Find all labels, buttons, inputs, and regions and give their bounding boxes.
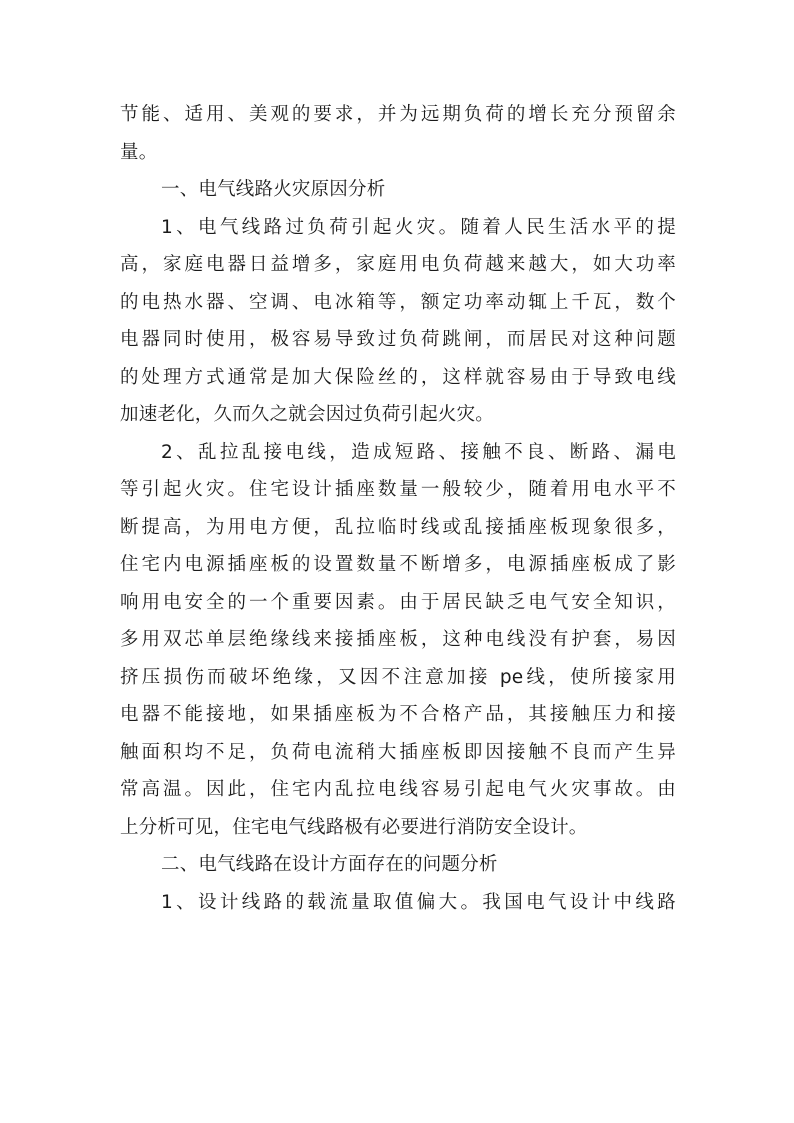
text-line: 高，家庭电器日益增多，家庭用电负荷越来越大，如大功率 — [120, 254, 676, 275]
text-line: 1、电气线路过负荷引起火灾。随着人民生活水平的提 — [161, 216, 676, 238]
text-line: 多用双芯单层绝缘线来接插座板，这种电线没有护套，易因 — [120, 629, 676, 650]
text-line: 的电热水器、空调、电冰箱等，额定功率动辄上千瓦，数个 — [120, 291, 676, 313]
document-text-body — [120, 96, 676, 921]
text-line: 量。 — [120, 141, 158, 163]
text-line: 2、乱拉乱接电线，造成短路、接触不良、断路、漏电 — [161, 441, 676, 463]
text-line: 二、电气线路在设计方面存在的问题分析 — [161, 854, 498, 875]
text-line: 常高温。因此，住宅内乱拉电线容易引起电气火灾事故。由 — [120, 779, 676, 800]
text-line: 触面积均不足，负荷电流稍大插座板即因接触不良而产生异 — [120, 741, 676, 763]
text-line: 上分析可见，住宅电气线路极有必要进行消防安全设计。 — [120, 816, 588, 838]
text-line: 电器不能接地，如果插座板为不合格产品，其接触压力和接 — [120, 704, 676, 725]
text-line: 节能、适用、美观的要求，并为远期负荷的增长充分预留余 — [120, 104, 676, 125]
text-line: 一、电气线路火灾原因分析 — [161, 179, 386, 200]
text-line: 1、设计线路的载流量取值偏大。我国电气设计中线路 — [161, 891, 676, 913]
text-line: 住宅内电源插座板的设置数量不断增多，电源插座板成了影 — [120, 554, 676, 575]
text-line: 挤压损伤而破坏绝缘，又因不注意加接 pe线，使所接家用 — [120, 666, 676, 688]
text-line: 断提高，为用电方便，乱拉临时线或乱接插座板现象很多， — [120, 516, 676, 538]
text-line: 加速老化，久而久之就会因过负荷引起火灾。 — [120, 404, 495, 425]
text-line: 响用电安全的一个重要因素。由于居民缺乏电气安全知识， — [120, 591, 676, 613]
text-line: 电器同时使用，极容易导致过负荷跳闸，而居民对这种问题 — [120, 329, 676, 350]
text-line: 的处理方式通常是加大保险丝的，这样就容易由于导致电线 — [120, 366, 676, 388]
text-line: 等引起火灾。住宅设计插座数量一般较少，随着用电水平不 — [120, 479, 676, 500]
